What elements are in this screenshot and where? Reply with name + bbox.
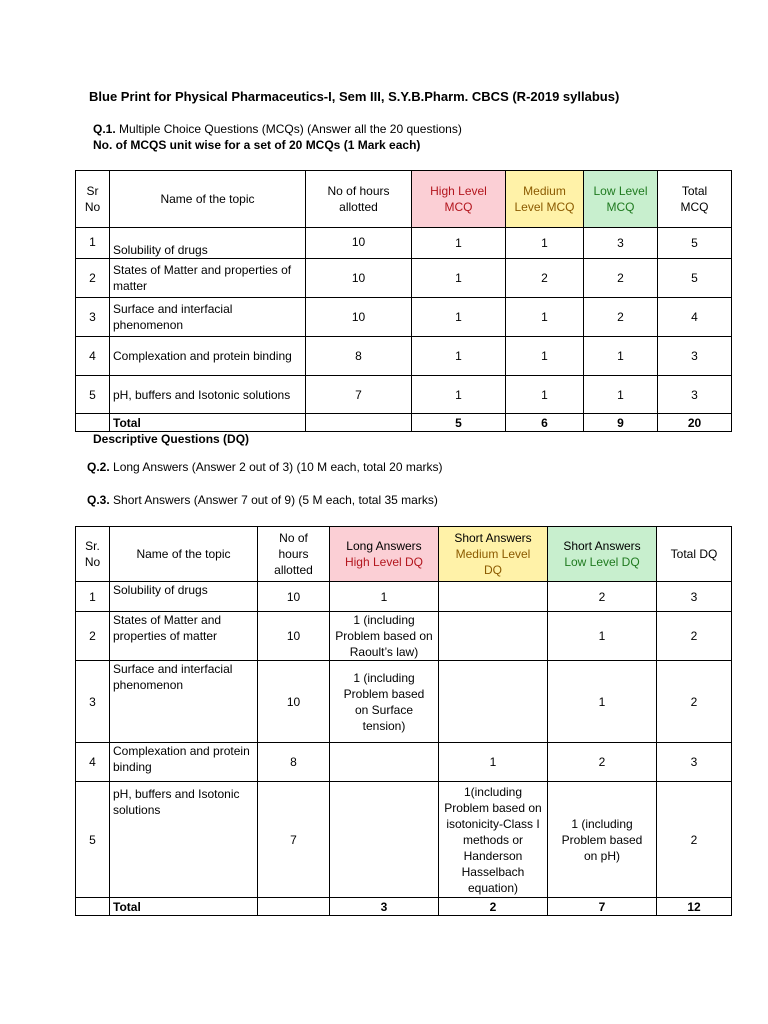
cell-sr: 1 (76, 228, 110, 259)
cell-total: 2 (657, 661, 732, 743)
cell-total: 4 (658, 298, 732, 337)
page-title: Blue Print for Physical Pharmaceutics-I, Sem III, S.Y.B.Pharm. CBCS (R-2019 syllabus) (89, 89, 620, 104)
cell-medium (439, 582, 548, 612)
cell-hours: 8 (306, 337, 412, 376)
cell-medium: 1 (506, 228, 584, 259)
table-row (76, 743, 732, 782)
cell-sr: 3 (76, 661, 110, 743)
cell-hours: 10 (306, 298, 412, 337)
cell-total: 2 (657, 782, 732, 898)
q2-line (87, 460, 443, 474)
table-row (76, 337, 732, 376)
table-row (76, 376, 732, 414)
dq-header-topic: Name of the topic (110, 527, 258, 582)
cell-total: 3 (657, 743, 732, 782)
cell-long: 1 (including Problem based on Raoult’s law) (330, 612, 439, 661)
cell-high: 5 (412, 414, 506, 432)
cell-long: 1 (330, 582, 439, 612)
cell-topic: pH, buffers and Isotonic solutions (110, 782, 258, 898)
cell-long: 1 (including Problem based on Surface tension) (330, 661, 439, 743)
cell-total: 3 (658, 337, 732, 376)
table-row (76, 582, 732, 612)
q3-text: Short Answers (Answer 7 out of 9) (5 M each, total 35 marks) (109, 493, 438, 507)
cell-long (330, 782, 439, 898)
cell-low: 2 (548, 582, 657, 612)
cell-total: 12 (657, 898, 732, 916)
table-row (76, 259, 732, 298)
cell-low: 2 (548, 743, 657, 782)
cell-medium: 1 (506, 337, 584, 376)
q3-line (87, 493, 438, 507)
cell-low: 1 (548, 661, 657, 743)
cell-total-label: Total (110, 898, 258, 916)
cell-total: 3 (658, 376, 732, 414)
cell-total: 5 (658, 259, 732, 298)
cell-hours (306, 414, 412, 432)
table-row (76, 661, 732, 743)
cell-low: 2 (584, 259, 658, 298)
cell-sr: 5 (76, 376, 110, 414)
cell-topic: Surface and interfacial phenomenon (110, 298, 306, 337)
cell-hours: 10 (306, 259, 412, 298)
cell-hours: 10 (258, 612, 330, 661)
cell-low: 1 (548, 612, 657, 661)
cell-medium: 2 (506, 259, 584, 298)
cell-high: 1 (412, 376, 506, 414)
dq-header-low: Short Answers Low Level DQ (548, 527, 657, 582)
cell-medium: 1 (506, 376, 584, 414)
cell-total: 2 (657, 612, 732, 661)
mcq-header-total: Total MCQ (658, 171, 732, 228)
cell-high: 1 (412, 259, 506, 298)
cell-high: 1 (412, 228, 506, 259)
cell-long (330, 743, 439, 782)
cell-hours: 10 (306, 228, 412, 259)
mcq-header-medium: Medium Level MCQ (506, 171, 584, 228)
cell-hours: 8 (258, 743, 330, 782)
q3-label: Q.3. (87, 493, 110, 507)
dq-header-long: Long Answers High Level DQ (330, 527, 439, 582)
cell-topic: Complexation and protein binding (110, 743, 258, 782)
cell-low: 1 (including Problem based on pH) (548, 782, 657, 898)
dq-heading: Descriptive Questions (DQ) (93, 432, 250, 446)
table-row (76, 612, 732, 661)
cell-medium: 2 (439, 898, 548, 916)
mcq-header-row (76, 171, 732, 228)
mcq-header-high: High Level MCQ (412, 171, 506, 228)
q2-label: Q.2. (87, 460, 110, 474)
cell-hours (258, 898, 330, 916)
dq-header-hours: No of hours allotted (258, 527, 330, 582)
cell-total: 3 (657, 582, 732, 612)
cell-topic: pH, buffers and Isotonic solutions (110, 376, 306, 414)
cell-sr: 2 (76, 259, 110, 298)
cell-low: 9 (584, 414, 658, 432)
cell-hours: 7 (306, 376, 412, 414)
cell-sr: 5 (76, 782, 110, 898)
cell-sr: 4 (76, 337, 110, 376)
dq-header-medium: Short Answers Medium Level DQ (439, 527, 548, 582)
cell-medium: 1(including Problem based on isotonicity-Class I methods or Handerson Hasselbach equation) (439, 782, 548, 898)
cell-low: 7 (548, 898, 657, 916)
cell-sr (76, 414, 110, 432)
cell-sr: 2 (76, 612, 110, 661)
dq-header-row (76, 527, 732, 582)
mcq-header-low: Low Level MCQ (584, 171, 658, 228)
cell-low: 3 (584, 228, 658, 259)
q1-subheading: No. of MCQS unit wise for a set of 20 MCQs (1 Mark each) (93, 138, 421, 152)
table-row (76, 228, 732, 259)
cell-hours: 10 (258, 661, 330, 743)
mcq-header-topic: Name of the topic (110, 171, 306, 228)
cell-total: 5 (658, 228, 732, 259)
cell-medium: 6 (506, 414, 584, 432)
cell-medium: 1 (506, 298, 584, 337)
table-row (76, 298, 732, 337)
cell-medium (439, 661, 548, 743)
cell-medium: 1 (439, 743, 548, 782)
mcq-header-hours: No of hours allotted (306, 171, 412, 228)
q2-text: Long Answers (Answer 2 out of 3) (10 M each, total 20 marks) (109, 460, 443, 474)
table-total-row (76, 898, 732, 916)
cell-hours: 10 (258, 582, 330, 612)
q1-text: Multiple Choice Questions (MCQs) (Answer all the 20 questions) (115, 122, 462, 136)
q1-line (93, 122, 462, 136)
cell-topic: Solubility of drugs (110, 228, 306, 259)
cell-total-label: Total (110, 414, 306, 432)
cell-low: 1 (584, 337, 658, 376)
cell-hours: 7 (258, 782, 330, 898)
cell-long: 3 (330, 898, 439, 916)
cell-topic: States of Matter and properties of matter (110, 612, 258, 661)
cell-high: 1 (412, 337, 506, 376)
q1-label: Q.1. (93, 122, 116, 136)
cell-low: 1 (584, 376, 658, 414)
table-row (76, 782, 732, 898)
dq-header-sr: Sr. No (76, 527, 110, 582)
cell-topic: Surface and interfacial phenomenon (110, 661, 258, 743)
mcq-header-sr: Sr No (76, 171, 110, 228)
cell-medium (439, 612, 548, 661)
cell-high: 1 (412, 298, 506, 337)
table-total-row (76, 414, 732, 432)
cell-total: 20 (658, 414, 732, 432)
cell-sr: 4 (76, 743, 110, 782)
cell-topic: Complexation and protein binding (110, 337, 306, 376)
cell-topic: States of Matter and properties of matter (110, 259, 306, 298)
cell-sr: 1 (76, 582, 110, 612)
dq-header-total: Total DQ (657, 527, 732, 582)
cell-sr: 3 (76, 298, 110, 337)
cell-topic: Solubility of drugs (110, 582, 258, 612)
mcq-table (75, 170, 732, 432)
cell-sr (76, 898, 110, 916)
dq-table (75, 526, 732, 916)
cell-low: 2 (584, 298, 658, 337)
